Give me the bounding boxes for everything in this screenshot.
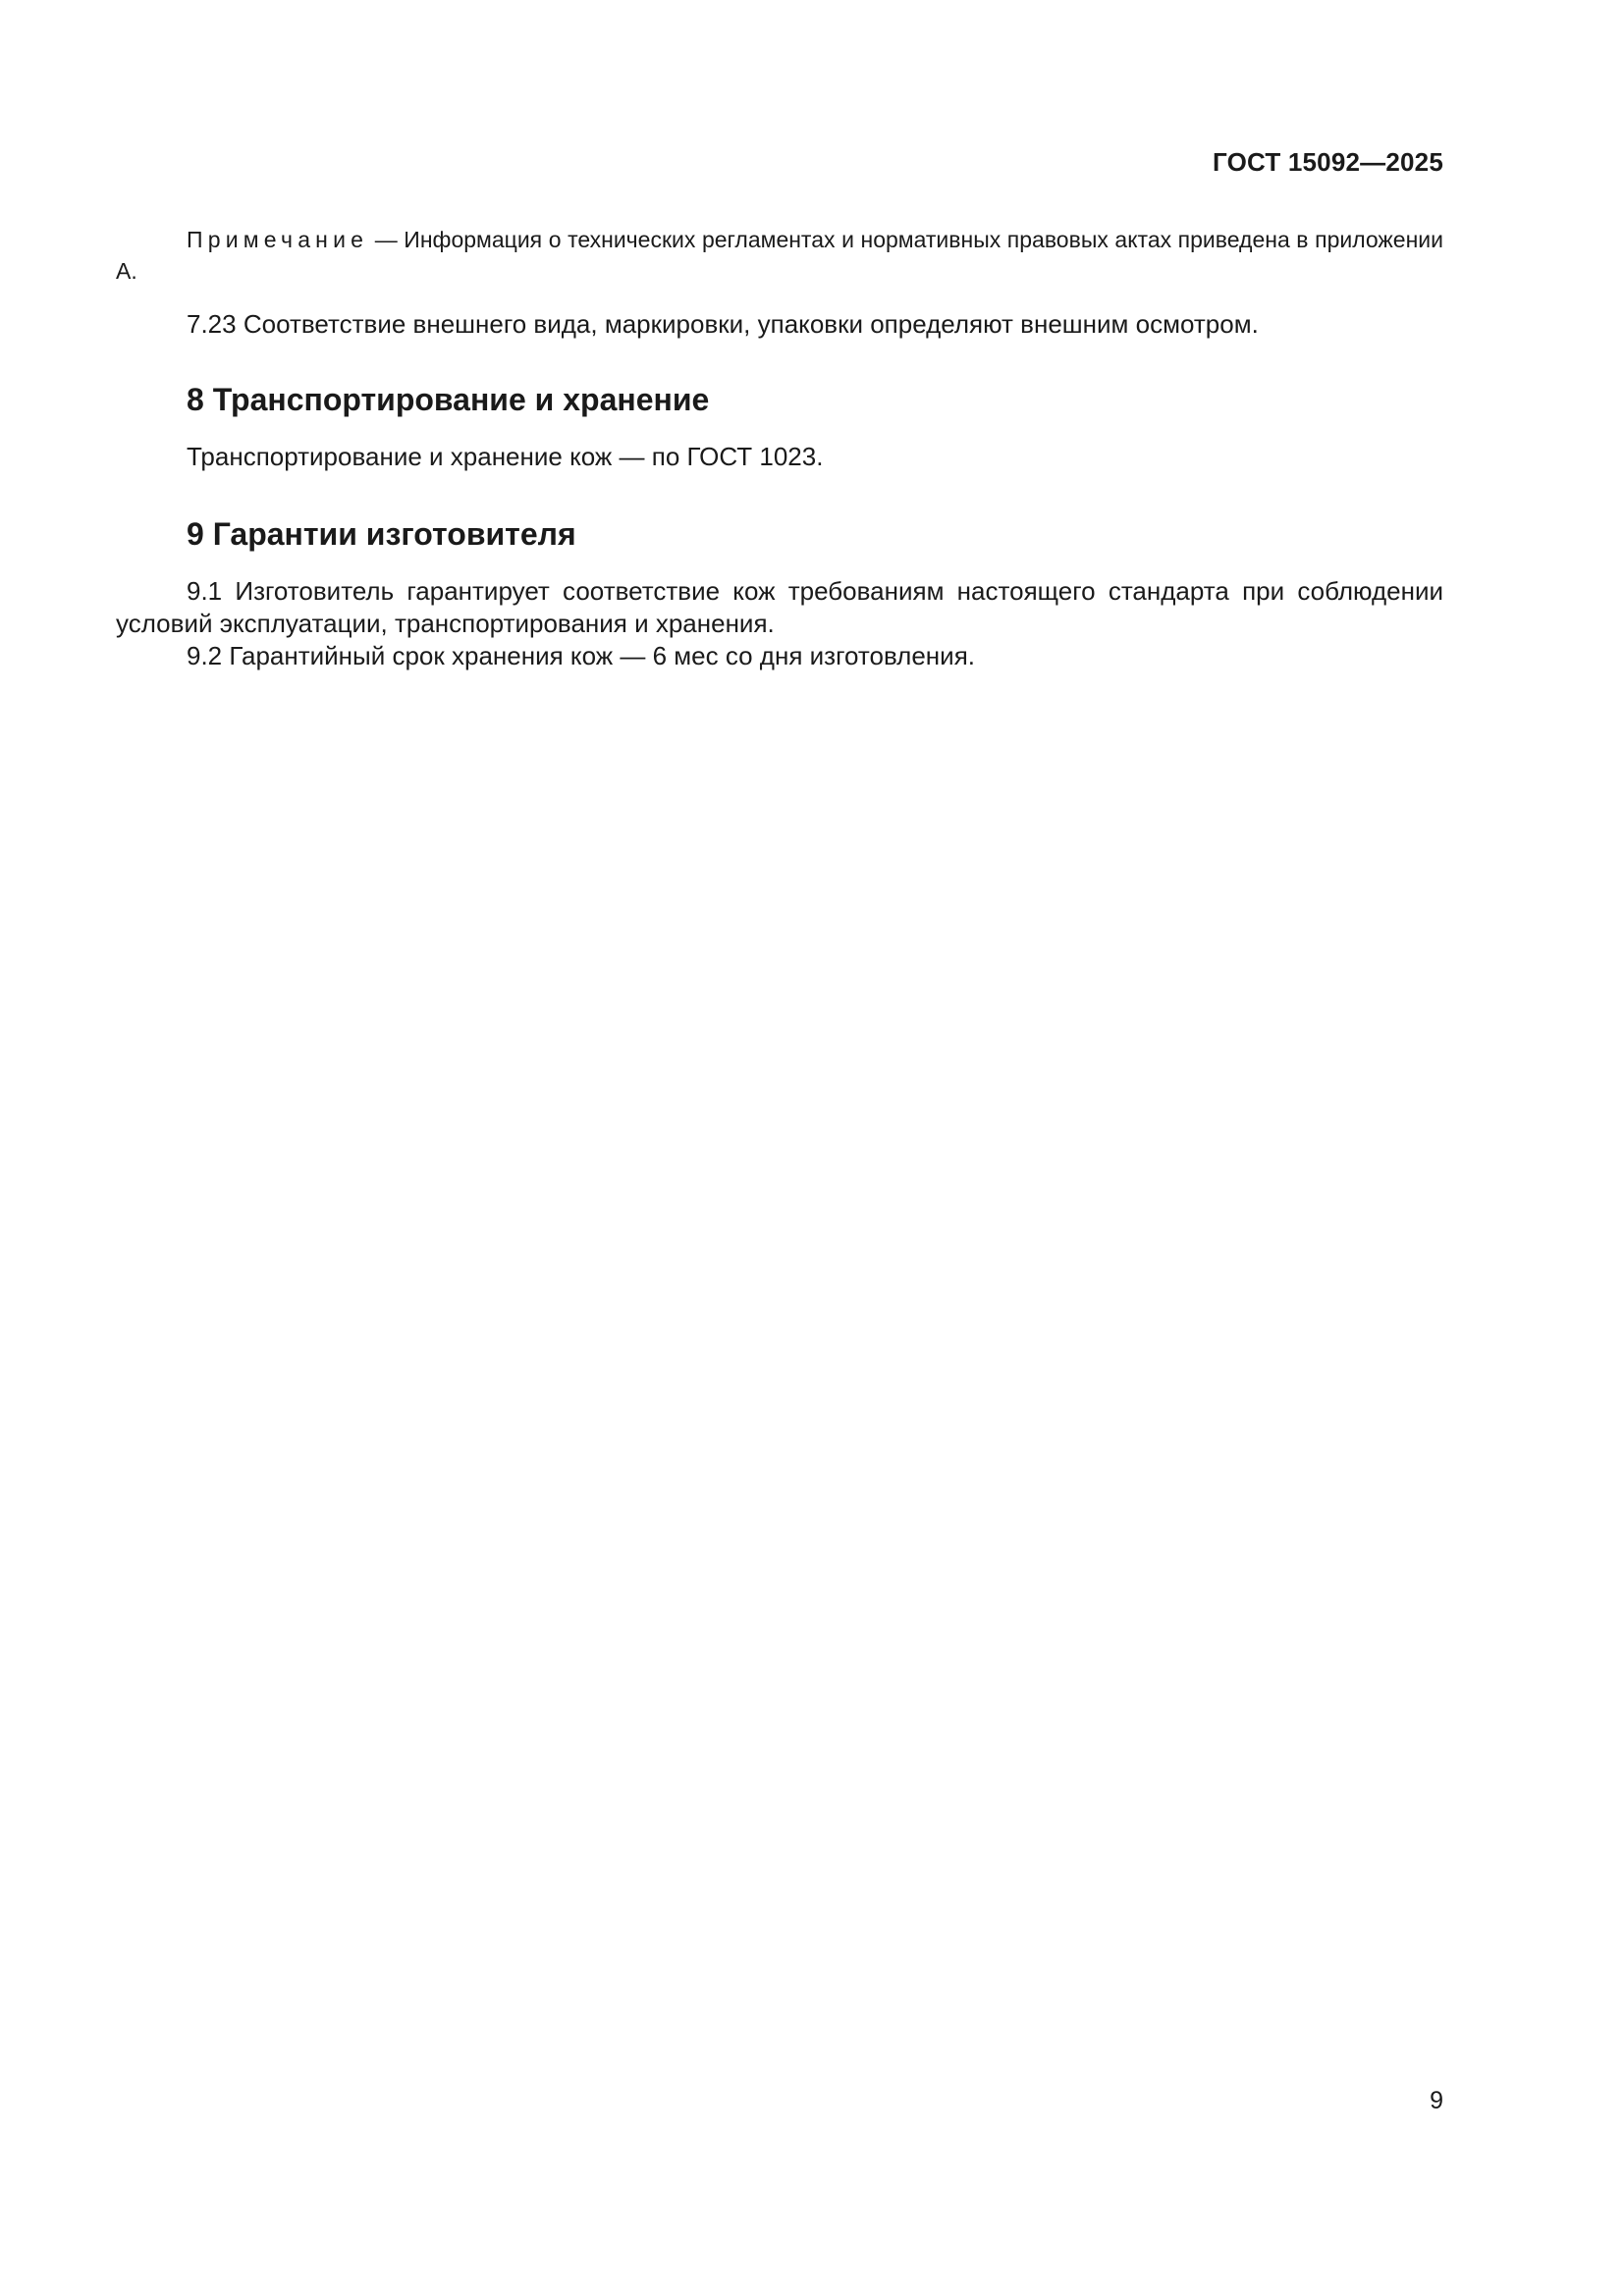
page-number: 9	[1430, 2087, 1443, 2114]
section-9-heading: 9 Гарантии изготовителя	[187, 516, 576, 552]
note-text: — Информация о технических регламентах и нормативных правовых актах приведена в приложении А.	[116, 227, 1443, 284]
note-paragraph	[116, 224, 1443, 287]
page-content	[116, 224, 1443, 672]
document-code: ГОСТ 15092—2025	[1213, 147, 1443, 177]
section-8-heading: 8 Транспортирование и хранение	[187, 382, 710, 417]
clause-9-2: 9.2 Гарантийный срок хранения кож — 6 мес со дня изготовления.	[187, 641, 975, 670]
section-8-text: Транспортирование и хранение кож — по ГОСТ 1023.	[187, 442, 824, 471]
clause-9-1: 9.1 Изготовитель гарантирует соответствие кож требованиям настоящего стандарта при соблюдении условий эксплуатации, транспортирования и хранения.	[116, 576, 1443, 638]
clause-7-23: 7.23 Соответствие внешнего вида, маркировки, упаковки определяют внешним осмотром.	[187, 309, 1259, 339]
note-label: Примечание	[187, 227, 369, 252]
